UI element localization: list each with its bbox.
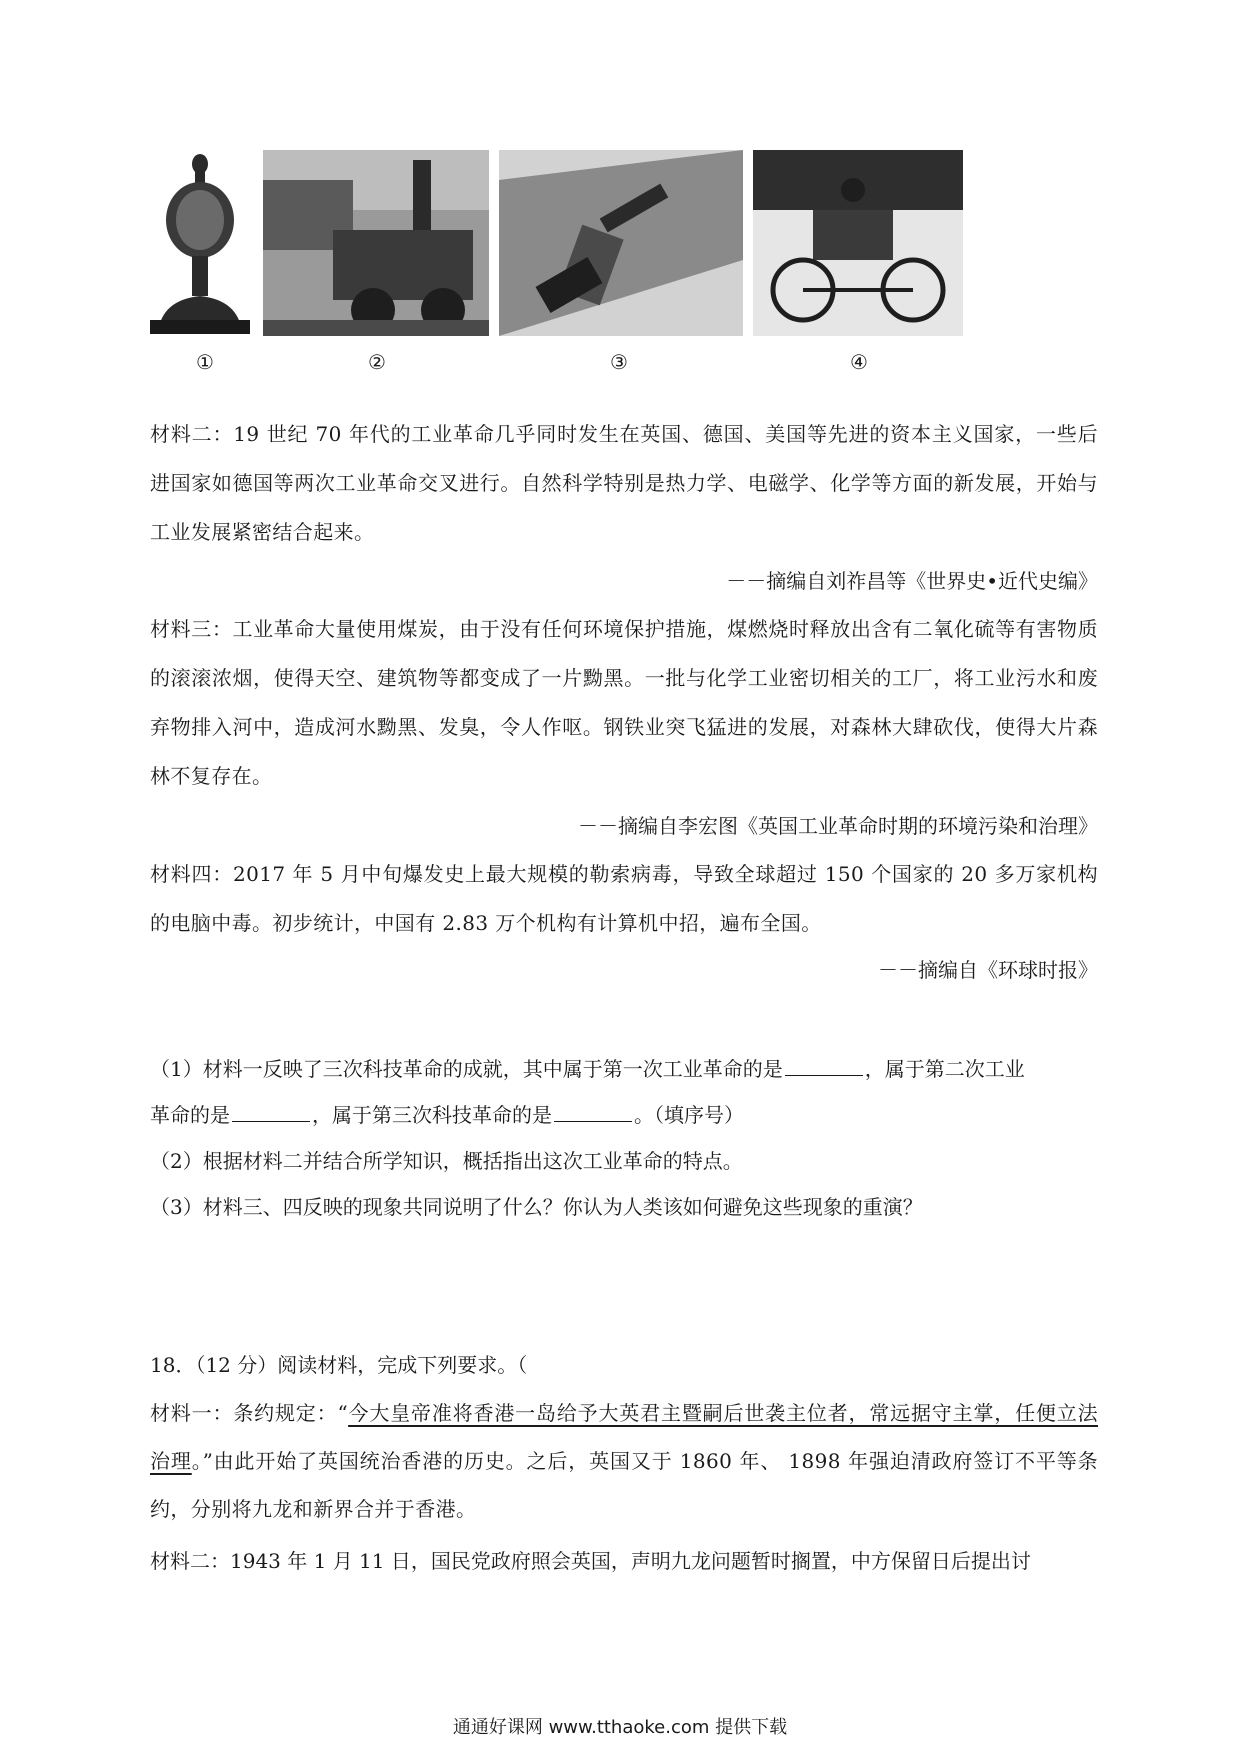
telephone-photo bbox=[148, 150, 252, 336]
question-3: （3）材料三、四反映的现象共同说明了什么？你认为人类该如何避免这些现象的重演？ bbox=[150, 1195, 923, 1219]
early-automobile-photo bbox=[753, 150, 963, 336]
material-4 bbox=[150, 850, 1098, 948]
question-1-text-e: 。（填序号） bbox=[634, 1103, 744, 1127]
material-2-source: －－摘编自刘祚昌等《世界史•近代史编》 bbox=[726, 569, 1098, 593]
answer-blank-2[interactable] bbox=[232, 1101, 310, 1122]
page-footer: 通通好课网 www.tthaoke.com 提供下载 bbox=[452, 1717, 788, 1738]
material-1-text: 。”由此开始了英国统治香港的历史。之后，英国又于 1860 年、 1898 年强迫清政府签订不平等条约，分别将九龙和新界合并于香港。 bbox=[150, 1449, 1098, 1521]
question-1 bbox=[150, 1046, 1098, 1138]
problem-18-material-2: 材料二：1943 年 1 月 11 日，国民党政府照会英国，声明九龙问题暂时搁置，中方保留日后提出讨 bbox=[150, 1549, 1031, 1573]
question-1-text-a: （1）材料一反映了三次科技革命的成就，其中属于第一次工业革命的是 bbox=[150, 1057, 783, 1081]
material-3-text: 材料三：工业革命大量使用煤炭，由于没有任何环境保护措施，煤燃烧时释放出含有二氧化硫等有害物质的滚滚浓烟，使得天空、建筑物等都变成了一片黝黑。一批与化学工业密切相关的工厂，将工业污水和废弃物排入河中，造成河水黝黑、发臭，令人作呕。钢铁业突飞猛进的发展，对森林大肆砍伐，使得大片森林不复存在。 bbox=[150, 617, 1098, 788]
space-station-photo bbox=[499, 150, 743, 336]
material-3-source: －－摘编自李宏图《英国工业革命时期的环境污染和治理》 bbox=[578, 814, 1098, 838]
material-3 bbox=[150, 605, 1098, 801]
material-4-source: －－摘编自《环球时报》 bbox=[878, 958, 1098, 982]
figure-caption-3: ③ bbox=[610, 350, 628, 374]
figure-caption-4: ④ bbox=[850, 350, 868, 374]
figure-caption-2: ② bbox=[368, 350, 386, 374]
problem-18-material-1 bbox=[150, 1389, 1098, 1533]
question-1-text-d: ，属于第三次科技革命的是 bbox=[312, 1103, 552, 1127]
steam-locomotive-photo bbox=[263, 150, 489, 336]
material-1-prefix: 材料一：条约规定：“ bbox=[150, 1401, 349, 1425]
material-2-text: 材料二：19 世纪 70 年代的工业革命几乎同时发生在英国、德国、美国等先进的资本主义国家，一些后进国家如德国等两次工业革命交叉进行。自然科学特别是热力学、电磁学、化学等方面的新发展，开始与工业发展紧密结合起来。 bbox=[150, 422, 1098, 544]
answer-blank-3[interactable] bbox=[554, 1101, 632, 1122]
question-1-text-c: 革命的是 bbox=[150, 1103, 230, 1127]
material-1-treaty-quote: 今大皇帝准将香港一岛给予大英君主暨嗣后世袭主位者，常远据守主掌，任便立法治理 bbox=[150, 1401, 1098, 1473]
figure-caption-1: ① bbox=[196, 350, 214, 374]
problem-18-heading: 18．（12 分）阅读材料，完成下列要求。（ bbox=[150, 1353, 528, 1377]
question-2: （2）根据材料二并结合所学知识，概括指出这次工业革命的特点。 bbox=[150, 1149, 743, 1173]
material-4-text: 材料四：2017 年 5 月中旬爆发史上最大规模的勒索病毒，导致全球超过 150 个国家的 20 多万家机构的电脑中毒。初步统计，中国有 2.83 万个机构有计算机中招，遍布全国。 bbox=[150, 862, 1098, 935]
question-1-text-b: ，属于第二次工业 bbox=[864, 1057, 1025, 1081]
material-2 bbox=[150, 410, 1098, 557]
answer-blank-1[interactable] bbox=[785, 1055, 863, 1076]
